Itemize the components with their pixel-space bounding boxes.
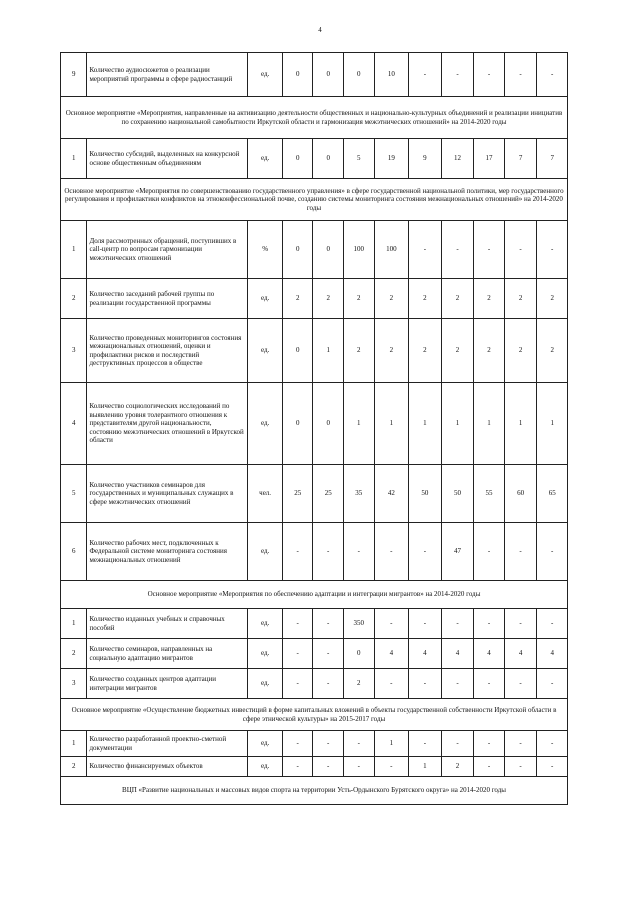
section-title: Основное мероприятие «Осуществление бюджетных инвестиций в форме капитальных вложений в объекты государственной собственности Иркутской области в сфере этнической культуры» на 2015-2017 годы [61, 699, 568, 731]
value-cell: - [474, 609, 505, 639]
value-cell: 4 [474, 639, 505, 669]
section-title: ВЦП «Развитие национальных и массовых видов спорта на территории Усть-Ордынского Бурятского округа» на 2014-2020 годы [61, 777, 568, 805]
row-number: 2 [61, 639, 87, 669]
row-number: 1 [61, 609, 87, 639]
value-cell: 4 [504, 639, 537, 669]
section-title: Основное мероприятие «Мероприятия по совершенствованию государственного управления» в сфере государственной национальной политики, мер государственного регулирования и профилактики конфликтов на этноконфессиональной почве, созданию системы мониторинга состояния межнациональных отношений» на 2014-2020 годы [61, 179, 568, 221]
value-cell: 1 [374, 383, 409, 465]
value-cell: 1 [504, 383, 537, 465]
value-cell: - [374, 757, 409, 777]
value-cell: - [441, 221, 474, 279]
section-header-row [61, 581, 568, 609]
value-cell: - [282, 523, 313, 581]
value-cell: - [441, 669, 474, 699]
value-cell: 350 [343, 609, 374, 639]
value-cell: 2 [537, 319, 568, 383]
value-cell: 25 [313, 465, 344, 523]
value-cell: - [343, 757, 374, 777]
value-cell: 0 [313, 221, 344, 279]
value-cell: 1 [374, 731, 409, 757]
unit-cell: ед. [248, 139, 283, 179]
value-cell: - [343, 523, 374, 581]
section-header-row [61, 97, 568, 139]
value-cell: - [504, 523, 537, 581]
value-cell: 47 [441, 523, 474, 581]
value-cell: 4 [441, 639, 474, 669]
table-row [61, 221, 568, 279]
value-cell: - [537, 53, 568, 97]
value-cell: 2 [504, 319, 537, 383]
value-cell: 1 [474, 383, 505, 465]
value-cell: 1 [343, 383, 374, 465]
indicator-name: Количество рабочих мест, подключенных к Федеральной системе мониторинга состояния межнациональных отношений [87, 523, 248, 581]
value-cell: 0 [282, 383, 313, 465]
value-cell: 42 [374, 465, 409, 523]
indicator-name: Количество проведенных мониторингов состояния межнациональных отношений, оценки и профилактики рисков и последствий деструктивных процессов в обществе [87, 319, 248, 383]
table-row [61, 383, 568, 465]
value-cell: - [441, 53, 474, 97]
value-cell: - [474, 757, 505, 777]
row-number: 4 [61, 383, 87, 465]
table-row [61, 319, 568, 383]
value-cell: 9 [409, 139, 442, 179]
indicator-name: Количество субсидий, выделенных на конкурсной основе общественным объединениям [87, 139, 248, 179]
value-cell: - [537, 731, 568, 757]
value-cell: - [282, 757, 313, 777]
indicator-name: Количество изданных учебных и справочных пособий [87, 609, 248, 639]
value-cell: - [313, 523, 344, 581]
value-cell: 4 [374, 639, 409, 669]
value-cell: - [474, 53, 505, 97]
row-number: 2 [61, 757, 87, 777]
value-cell: 0 [313, 139, 344, 179]
value-cell: 0 [282, 221, 313, 279]
value-cell: - [282, 639, 313, 669]
table-row [61, 279, 568, 319]
value-cell: 1 [409, 383, 442, 465]
value-cell: 1 [441, 383, 474, 465]
table-row [61, 757, 568, 777]
value-cell: 25 [282, 465, 313, 523]
value-cell: 17 [474, 139, 505, 179]
value-cell: 2 [474, 279, 505, 319]
value-cell: - [504, 757, 537, 777]
value-cell: 0 [282, 139, 313, 179]
value-cell: - [282, 731, 313, 757]
value-cell: 55 [474, 465, 505, 523]
value-cell: - [537, 523, 568, 581]
row-number: 1 [61, 139, 87, 179]
page-number: 4 [318, 26, 322, 34]
value-cell: - [313, 639, 344, 669]
value-cell: - [409, 669, 442, 699]
indicator-name: Количество разработанной проектно-сметной документации [87, 731, 248, 757]
indicator-name: Количество созданных центров адаптации интеграции мигрантов [87, 669, 248, 699]
value-cell: 35 [343, 465, 374, 523]
value-cell: - [537, 669, 568, 699]
value-cell: - [504, 609, 537, 639]
section-title: Основное мероприятие «Мероприятия, направленные на активизацию деятельности общественных и национально-культурных объединений и реализации инициатив по сохранению национальной самобытности Иркутской области и гармонизация межэтнических отношений» на 2014-2020 годы [61, 97, 568, 139]
indicator-table [60, 52, 568, 805]
value-cell: - [282, 669, 313, 699]
table-row [61, 523, 568, 581]
value-cell: - [313, 669, 344, 699]
value-cell: - [474, 523, 505, 581]
value-cell: - [374, 669, 409, 699]
value-cell: - [504, 53, 537, 97]
value-cell: - [441, 609, 474, 639]
value-cell: 4 [409, 639, 442, 669]
value-cell: - [441, 731, 474, 757]
value-cell: 2 [374, 279, 409, 319]
unit-cell: ед. [248, 669, 283, 699]
section-header-row [61, 777, 568, 805]
value-cell: 2 [313, 279, 344, 319]
value-cell: 2 [441, 319, 474, 383]
value-cell: - [537, 609, 568, 639]
value-cell: 2 [441, 757, 474, 777]
value-cell: - [409, 221, 442, 279]
unit-cell: % [248, 221, 283, 279]
value-cell: 0 [313, 383, 344, 465]
value-cell: - [537, 757, 568, 777]
indicator-name: Количество аудиосюжетов о реализации мероприятий программы в сфере радиостанций [87, 53, 248, 97]
value-cell: - [474, 669, 505, 699]
row-number: 9 [61, 53, 87, 97]
row-number: 1 [61, 221, 87, 279]
unit-cell: ед. [248, 731, 283, 757]
row-number: 3 [61, 319, 87, 383]
value-cell: 100 [343, 221, 374, 279]
value-cell: 12 [441, 139, 474, 179]
value-cell: - [409, 731, 442, 757]
value-cell: 19 [374, 139, 409, 179]
table-row [61, 465, 568, 523]
value-cell: 7 [504, 139, 537, 179]
unit-cell: ед. [248, 609, 283, 639]
table-row [61, 53, 568, 97]
value-cell: - [343, 731, 374, 757]
value-cell: 4 [537, 639, 568, 669]
value-cell: - [504, 731, 537, 757]
row-number: 5 [61, 465, 87, 523]
value-cell: 1 [313, 319, 344, 383]
value-cell: - [374, 523, 409, 581]
table-row [61, 669, 568, 699]
value-cell: - [474, 221, 505, 279]
value-cell: - [313, 731, 344, 757]
value-cell: - [282, 609, 313, 639]
unit-cell: ед. [248, 279, 283, 319]
value-cell: 2 [409, 279, 442, 319]
unit-cell: ед. [248, 639, 283, 669]
indicator-name: Количество финансируемых объектов [87, 757, 248, 777]
unit-cell: ед. [248, 319, 283, 383]
value-cell: - [374, 609, 409, 639]
table-row [61, 139, 568, 179]
value-cell: - [409, 53, 442, 97]
unit-cell: чел. [248, 465, 283, 523]
section-header-row [61, 179, 568, 221]
value-cell: 2 [474, 319, 505, 383]
indicator-name: Количество заседаний рабочей группы по реализации государственной программы [87, 279, 248, 319]
value-cell: 2 [374, 319, 409, 383]
value-cell: 100 [374, 221, 409, 279]
section-title: Основное мероприятие «Мероприятия по обеспечению адаптации и интеграции мигрантов» на 2014-2020 годы [61, 581, 568, 609]
value-cell: 2 [343, 319, 374, 383]
value-cell: 65 [537, 465, 568, 523]
value-cell: 2 [537, 279, 568, 319]
row-number: 1 [61, 731, 87, 757]
table-row [61, 731, 568, 757]
value-cell: 7 [537, 139, 568, 179]
value-cell: 50 [409, 465, 442, 523]
value-cell: 0 [343, 53, 374, 97]
value-cell: 0 [313, 53, 344, 97]
value-cell: 2 [343, 669, 374, 699]
value-cell: 1 [409, 757, 442, 777]
row-number: 2 [61, 279, 87, 319]
value-cell: - [474, 731, 505, 757]
section-header-row [61, 699, 568, 731]
indicator-name: Количество участников семинаров для государственных и муниципальных служащих в сфере межэтнических отношений [87, 465, 248, 523]
row-number: 3 [61, 669, 87, 699]
value-cell: - [504, 669, 537, 699]
value-cell: 0 [282, 53, 313, 97]
indicator-name: Количество семинаров, направленных на социальную адаптацию мигрантов [87, 639, 248, 669]
value-cell: 2 [282, 279, 313, 319]
value-cell: 0 [343, 639, 374, 669]
unit-cell: ед. [248, 53, 283, 97]
value-cell: 2 [441, 279, 474, 319]
value-cell: - [313, 757, 344, 777]
unit-cell: ед. [248, 523, 283, 581]
value-cell: 5 [343, 139, 374, 179]
unit-cell: ед. [248, 757, 283, 777]
unit-cell: ед. [248, 383, 283, 465]
value-cell: - [504, 221, 537, 279]
value-cell: - [409, 523, 442, 581]
indicator-name: Доля рассмотренных обращений, поступивших в call-центр по вопросам гармонизации межэтнических отношений [87, 221, 248, 279]
value-cell: 2 [343, 279, 374, 319]
indicator-name: Количество социологических исследований по выявлению уровня толерантного отношения к представителям другой национальности, состоянию межэтнических отношений в Иркутской области [87, 383, 248, 465]
value-cell: 0 [282, 319, 313, 383]
table-row [61, 609, 568, 639]
value-cell: - [313, 609, 344, 639]
value-cell: 50 [441, 465, 474, 523]
table-row [61, 639, 568, 669]
value-cell: - [537, 221, 568, 279]
value-cell: 10 [374, 53, 409, 97]
value-cell: - [409, 609, 442, 639]
value-cell: 60 [504, 465, 537, 523]
value-cell: 2 [409, 319, 442, 383]
row-number: 6 [61, 523, 87, 581]
value-cell: 2 [504, 279, 537, 319]
value-cell: 1 [537, 383, 568, 465]
